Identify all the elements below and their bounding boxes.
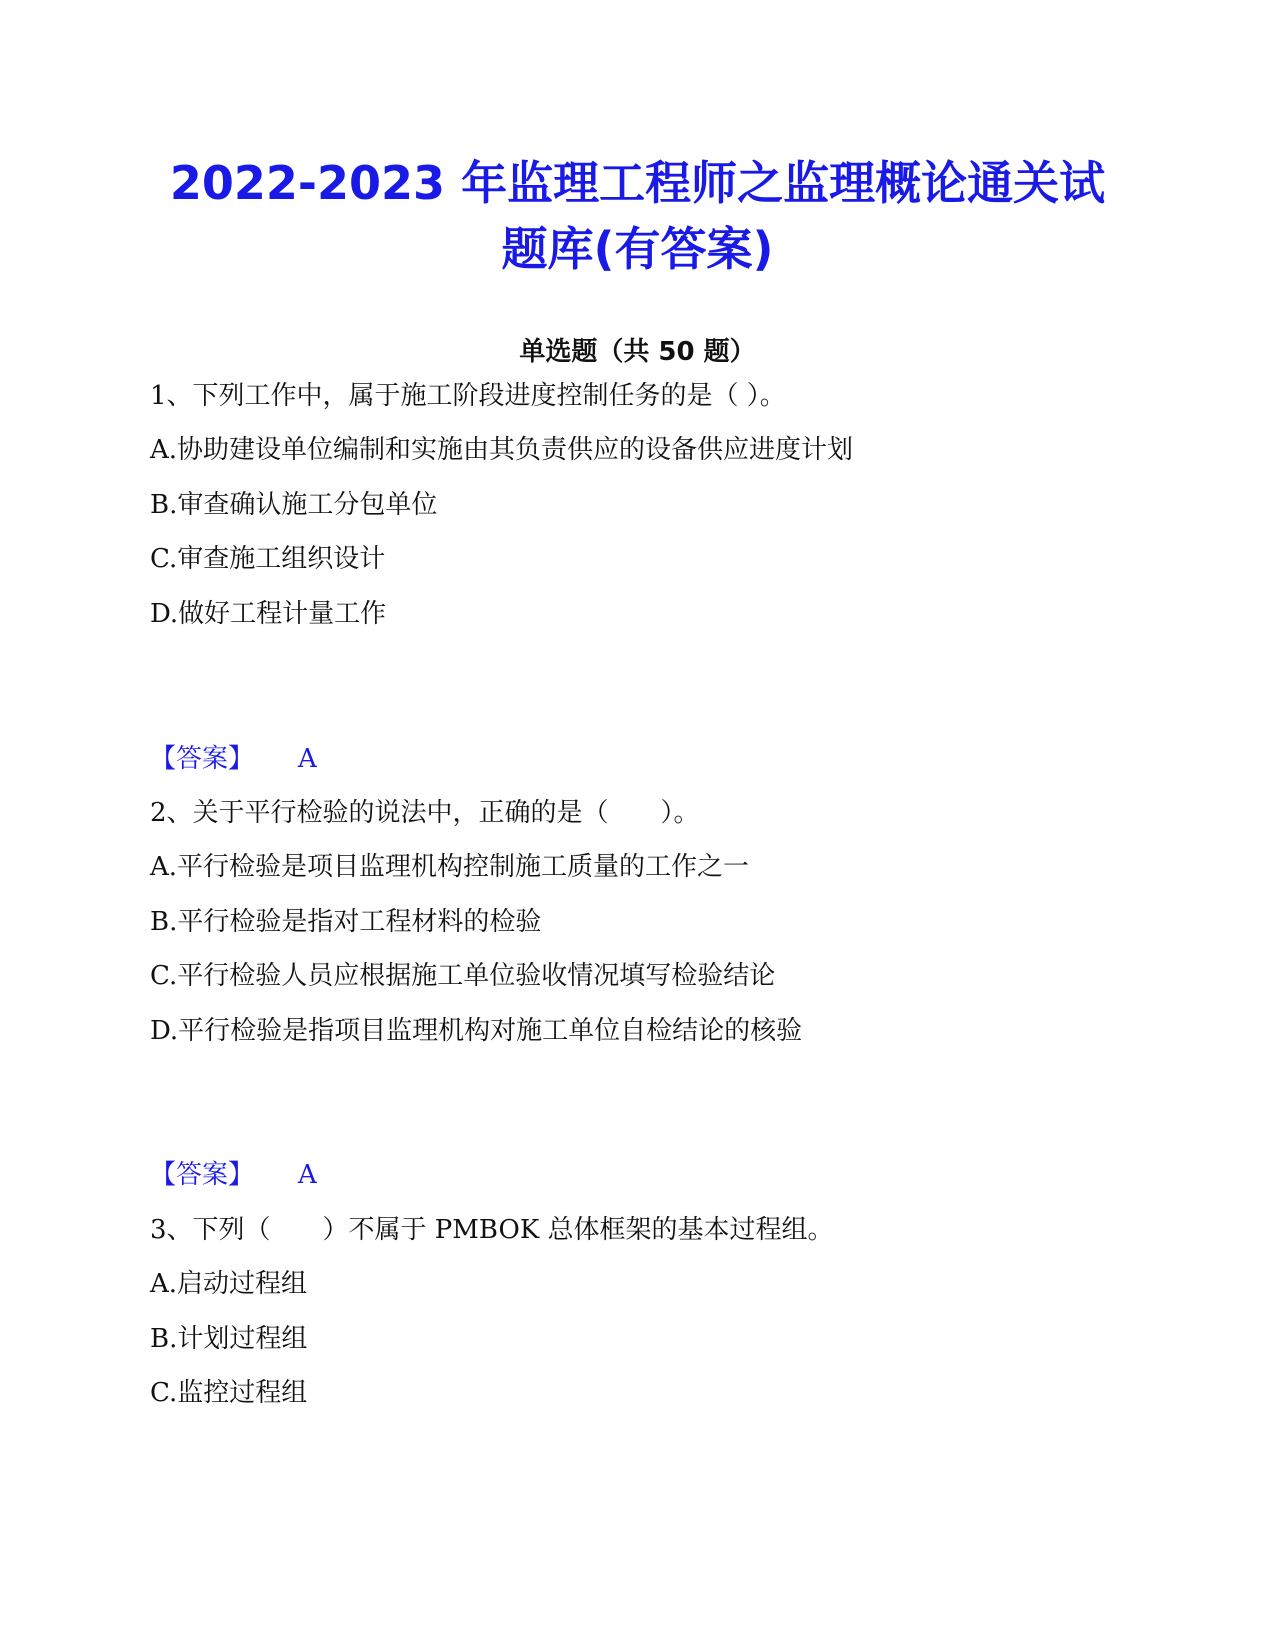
answer-label: 【答案】 <box>150 744 255 774</box>
question-2-option-a: A.平行检验是项目监理机构控制施工质量的工作之一 <box>150 852 750 882</box>
question-2-option-b: B.平行检验是指对工程材料的检验 <box>150 907 542 937</box>
question-1-option-c: C.审查施工组织设计 <box>150 544 386 574</box>
question-1-answer <box>150 741 317 777</box>
question-3-option-b: B.计划过程组 <box>150 1324 308 1354</box>
document-title-line-2: 题库(有答案) <box>501 222 774 276</box>
question-1-stem: 1、下列工作中，属于施工阶段进度控制任务的是（ ）。 <box>150 381 786 411</box>
question-1-option-a: A.协助建设单位编制和实施由其负责供应的设备供应进度计划 <box>150 435 854 465</box>
question-2-option-c: C.平行检验人员应根据施工单位验收情况填写检验结论 <box>150 961 776 991</box>
answer-value: A <box>298 744 317 774</box>
question-3-option-c: C.监控过程组 <box>150 1378 308 1408</box>
section-heading: 单选题（共 50 题） <box>519 337 756 367</box>
answer-label: 【答案】 <box>150 1160 255 1190</box>
question-2-option-d: D.平行检验是指项目监理机构对施工单位自检结论的核验 <box>150 1016 803 1046</box>
question-2-answer <box>150 1157 317 1193</box>
question-3-stem: 3、下列（ ）不属于 PMBOK 总体框架的基本过程组。 <box>150 1215 834 1245</box>
question-1-option-d: D.做好工程计量工作 <box>150 599 387 629</box>
answer-value: A <box>298 1160 317 1190</box>
question-1-option-b: B.审查确认施工分包单位 <box>150 490 438 520</box>
question-2-stem: 2、关于平行检验的说法中，正确的是（ ）。 <box>150 798 700 828</box>
document-title-line-1: 2022-2023 年监理工程师之监理概论通关试 <box>169 156 1106 210</box>
question-3-option-a: A.启动过程组 <box>150 1269 308 1299</box>
